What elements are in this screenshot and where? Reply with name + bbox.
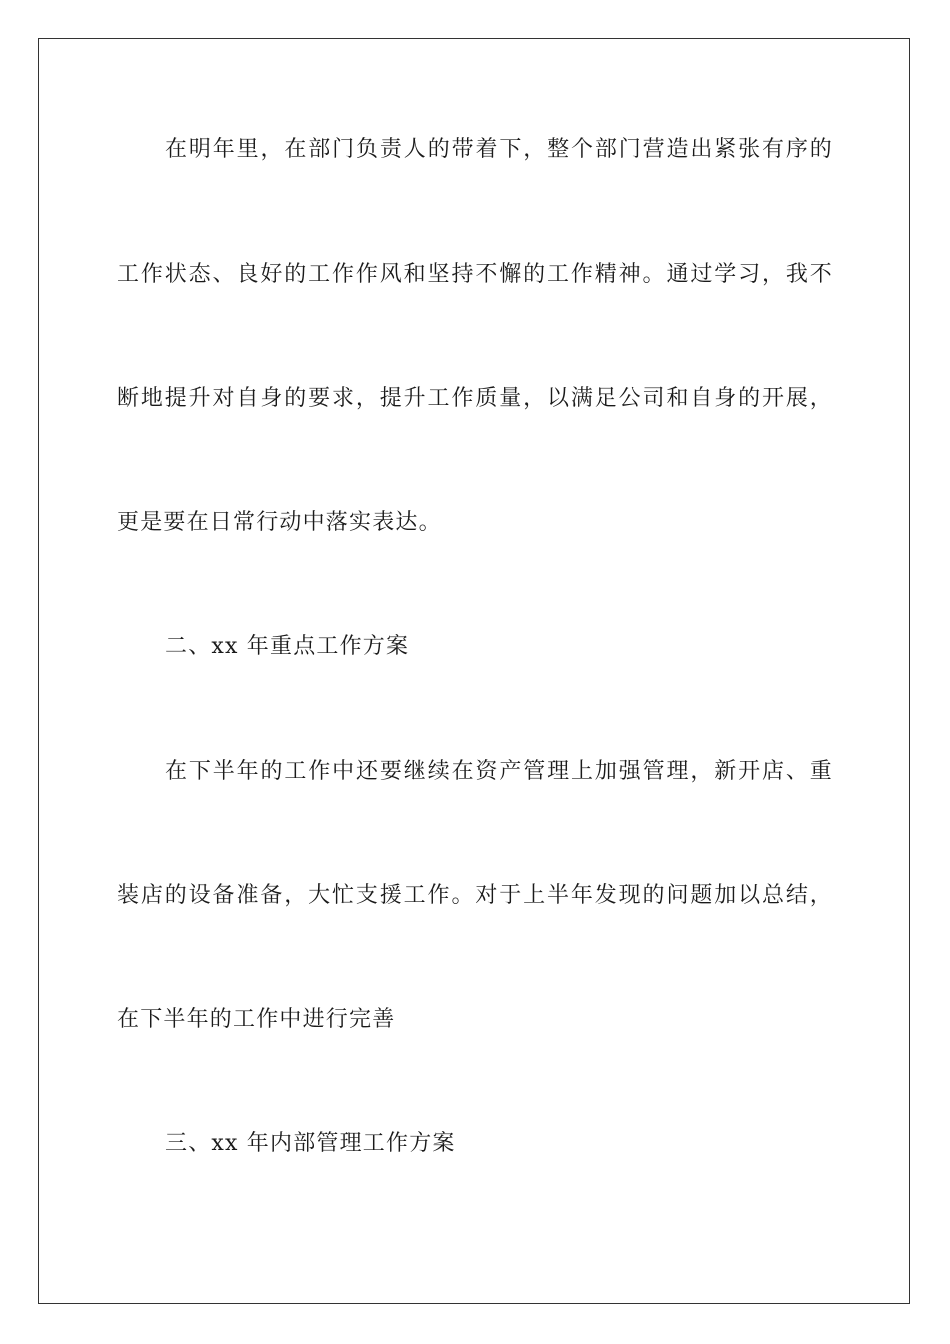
paragraph-line: 在下半年的工作中还要继续在资产管理上加强管理，新开店、重 bbox=[165, 759, 833, 784]
section-heading: 三、xx 年内部管理工作方案 bbox=[165, 1131, 456, 1156]
section-heading: 二、xx 年重点工作方案 bbox=[165, 634, 410, 659]
paragraph-line: 工作状态、良好的工作作风和坚持不懈的工作精神。通过学习，我不 bbox=[117, 262, 833, 287]
paragraph-line: 装店的设备准备，大忙支援工作。对于上半年发现的问题加以总结， bbox=[117, 883, 833, 908]
paragraph-line: 断地提升对自身的要求，提升工作质量，以满足公司和自身的开展， bbox=[117, 386, 833, 411]
paragraph-line: 在下半年的工作中进行完善 bbox=[117, 1007, 396, 1032]
paragraph-line: 在明年里，在部门负责人的带着下，整个部门营造出紧张有序的 bbox=[165, 137, 833, 162]
page-border bbox=[38, 38, 910, 1304]
paragraph-line: 更是要在日常行动中落实表达。 bbox=[117, 510, 442, 535]
